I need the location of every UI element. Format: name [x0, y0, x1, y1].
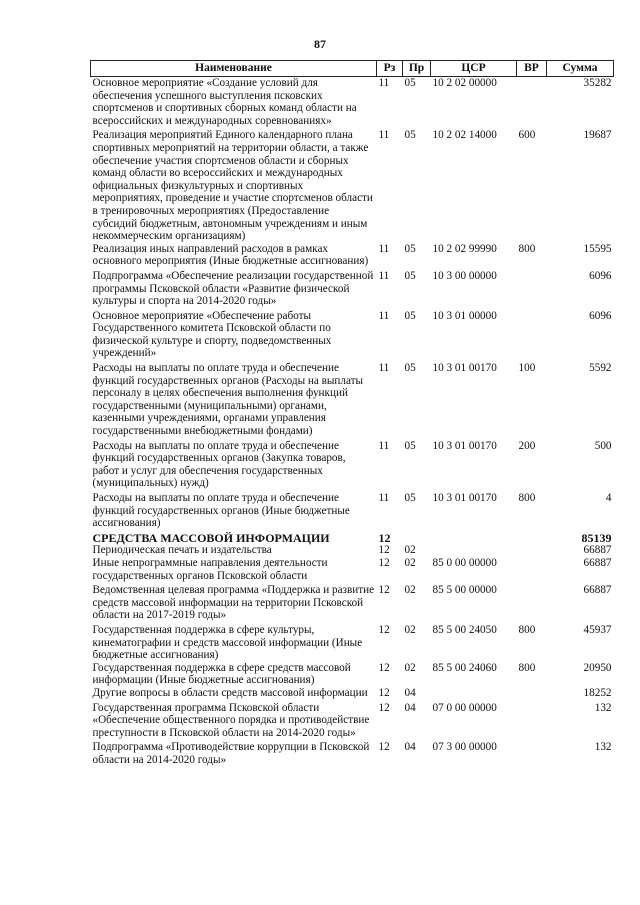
row-rz: 11	[378, 492, 390, 504]
row-pr: 05	[404, 269, 416, 282]
row-name: Расходы на выплаты по оплате труда и обеспечение функций государственных органов (Иные бюджетные ассигнования)	[92, 492, 350, 530]
row-name: Государственная программа Псковской области «Обеспечение общественного порядка и противодействие преступности в Псковской области на 2014-2020 годы»	[92, 701, 370, 739]
row-csr	[431, 687, 517, 700]
row-name: Подпрограмма «Обеспечение реализации государственной программы Псковской области «Развитие физической культуры и спорта на 2014-2020 годы»	[92, 269, 374, 308]
row-vr	[517, 700, 547, 740]
row-rz: 11	[378, 269, 390, 282]
row-name: Основное мероприятие «Создание условий для обеспечения успешного выступления псковских спортсменов и спортивных сборных команд области на всероссийских и международных соревнованиях»	[92, 77, 357, 127]
row-vr	[517, 687, 547, 700]
row-rz: 11	[378, 129, 390, 142]
row-csr: 10 3 01 00170	[432, 362, 497, 375]
row-sum: 66887	[583, 556, 612, 569]
table-row	[91, 687, 614, 700]
row-name: Расходы на выплаты по оплате труда и обеспечение функций государственных органов (Расходы на выплаты персоналу в целях обеспечения выполнения функций государственными (муниципальными) органами, казенными учреждениями, органами управления государственными внебюджетными фондами)	[92, 362, 364, 438]
row-vr: 800	[518, 242, 536, 255]
row-sum: 15595	[583, 242, 612, 255]
row-sum: 19687	[583, 129, 612, 142]
row-name: Периодическая печать и издательства	[92, 544, 272, 557]
row-vr: 600	[518, 129, 536, 142]
row-vr: 800	[518, 623, 536, 636]
row-rz: 12	[378, 584, 390, 597]
row-rz: 11	[378, 77, 390, 89]
row-csr: 07 0 00 00000	[432, 701, 497, 714]
row-pr: 04	[404, 686, 416, 699]
row-vr: 800	[518, 661, 536, 674]
row-sum: 18252	[583, 686, 612, 699]
row-csr	[431, 530, 517, 545]
row-sum: 6096	[589, 309, 612, 322]
row-rz: 11	[378, 439, 390, 452]
row-rz: 12	[378, 686, 390, 699]
page-number: 87	[314, 37, 326, 51]
row-vr: 800	[518, 492, 536, 504]
row-csr: 10 3 01 00170	[432, 492, 497, 504]
row-vr	[517, 77, 547, 128]
budget-table	[90, 60, 614, 766]
section-title: СРЕДСТВА МАССОВОЙ ИНФОРМАЦИИ	[92, 530, 330, 545]
row-vr	[517, 544, 547, 557]
header-name: Наименование	[91, 61, 377, 77]
table-row	[91, 127, 614, 242]
row-pr: 04	[404, 701, 416, 714]
row-sum: 66887	[583, 544, 612, 557]
row-rz: 12	[378, 741, 390, 754]
row-pr: 05	[404, 309, 416, 322]
row-csr: 10 2 02 14000	[432, 129, 497, 142]
row-rz: 12	[378, 701, 390, 714]
row-vr	[517, 582, 547, 622]
row-pr: 02	[404, 544, 416, 557]
row-csr: 10 3 01 00170	[432, 439, 497, 452]
header-csr: ЦСР	[431, 61, 517, 77]
row-vr	[517, 557, 547, 582]
table-header-row	[91, 61, 614, 77]
row-vr	[517, 268, 547, 308]
row-pr: 05	[404, 129, 416, 142]
row-csr: 85 5 00 24050	[432, 623, 497, 636]
table-row	[91, 700, 614, 740]
row-sum: 6096	[589, 269, 612, 282]
row-pr: 02	[404, 661, 416, 674]
table-row	[91, 544, 614, 557]
row-sum: 45937	[583, 623, 612, 636]
table-row	[91, 308, 614, 360]
header-rz: Рз	[377, 61, 403, 77]
table-row	[91, 268, 614, 308]
row-rz: 12	[378, 556, 390, 569]
row-name: Государственная поддержка в сфере культуры, кинематографии и средств массовой информации (Иные бюджетные ассигнования)	[92, 623, 363, 662]
row-vr	[517, 308, 547, 360]
row-csr: 07 3 00 00000	[432, 741, 497, 754]
row-csr: 85 0 00 00000	[432, 556, 497, 569]
row-name: Другие вопросы в области средств массовой информации	[92, 686, 368, 699]
row-sum: 4	[605, 492, 612, 504]
table-row	[91, 438, 614, 490]
row-pr: 05	[404, 439, 416, 452]
table-row	[91, 360, 614, 438]
row-pr	[403, 530, 431, 545]
table-row	[91, 739, 614, 766]
table-row	[91, 582, 614, 622]
row-vr: 200	[518, 439, 536, 452]
row-csr: 10 3 00 00000	[432, 269, 497, 282]
header-pr: Пр	[403, 61, 431, 77]
row-pr: 05	[404, 242, 416, 255]
row-sum: 35282	[583, 77, 612, 89]
table-row	[91, 662, 614, 687]
table-row	[91, 622, 614, 662]
row-pr: 02	[404, 623, 416, 636]
row-rz: 12	[378, 661, 390, 674]
row-csr: 10 2 02 00000	[432, 77, 497, 89]
row-rz: 11	[378, 242, 390, 255]
row-rz: 12	[378, 530, 391, 545]
row-pr: 02	[404, 556, 416, 569]
row-vr	[517, 530, 547, 545]
table-row	[91, 557, 614, 582]
header-sum: Сумма	[547, 61, 614, 77]
header-vr: ВР	[517, 61, 547, 77]
row-rz: 11	[378, 362, 390, 375]
row-name: Реализация мероприятий Единого календарного плана спортивных мероприятий на территории области, а также обеспечение участия спортсменов области и сборных команд области во всероссийских и международных официальных физкультурных и спортивных мероприятиях, проведение и участие спортсменов области в тренировочных мероприятиях (Предоставление субсидий бюджетным, автономным учреждениям и иным некоммерческим организациям)	[92, 129, 373, 243]
section-total: 85139	[581, 530, 612, 545]
row-name: Иные непрограммные направления деятельности государственных органов Псковской области	[92, 556, 328, 582]
row-name: Реализация иных направлений расходов в рамках основного мероприятия (Иные бюджетные ассигнования)	[92, 242, 369, 268]
row-csr: 10 2 02 99990	[432, 242, 497, 255]
row-vr: 100	[518, 362, 536, 375]
row-pr: 04	[404, 741, 416, 754]
row-sum: 132	[594, 741, 612, 754]
row-name: Государственная поддержка в сфере средств массовой информации (Иные бюджетные ассигнования)	[92, 661, 351, 687]
row-pr: 05	[404, 362, 416, 375]
row-sum: 132	[594, 701, 612, 714]
row-name: Ведомственная целевая программа «Поддержка и развитие средств массовой информации на территории Псковской области на 2017-2019 годы»	[92, 584, 375, 622]
table-row	[91, 490, 614, 530]
row-sum: 5592	[589, 362, 612, 375]
table-row	[91, 243, 614, 268]
row-rz: 12	[378, 544, 390, 557]
row-name: Расходы на выплаты по оплате труда и обеспечение функций государственных органов (Закупка товаров, работ и услуг для обеспечения государственных (муниципальных) нужд)	[92, 439, 346, 490]
row-sum: 66887	[583, 584, 612, 597]
section-row	[91, 530, 614, 545]
row-sum: 500	[594, 439, 612, 452]
row-csr: 85 5 00 24060	[432, 661, 497, 674]
row-pr: 05	[404, 77, 416, 89]
row-name: Подпрограмма «Противодействие коррупции в Псковской области на 2014-2020 годы»	[92, 741, 370, 766]
row-pr: 05	[404, 492, 416, 504]
row-csr: 10 3 01 00000	[432, 309, 497, 322]
row-rz: 12	[378, 623, 390, 636]
row-csr: 85 5 00 00000	[432, 584, 497, 597]
row-rz: 11	[378, 309, 390, 322]
table-row	[91, 77, 614, 128]
row-vr	[517, 739, 547, 766]
row-sum: 20950	[583, 661, 612, 674]
row-pr: 02	[404, 584, 416, 597]
row-name: Основное мероприятие «Обеспечение работы Государственного комитета Псковской области по физической культуре и спорту, подведомственных учреждений»	[92, 309, 332, 360]
row-csr	[431, 544, 517, 557]
